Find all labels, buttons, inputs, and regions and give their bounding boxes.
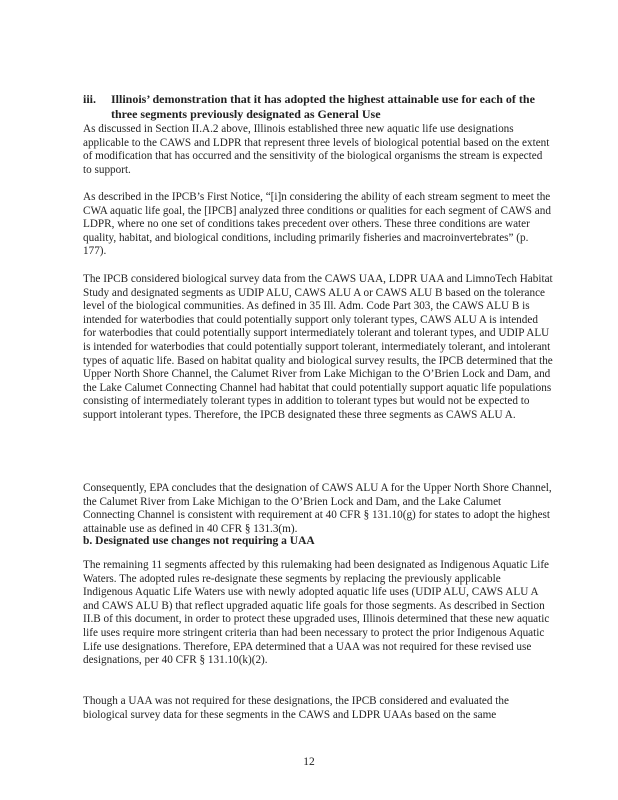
paragraph-6: Though a UAA was not required for these designations, the IPCB considered and evaluated the biological survey data for these segments in the CAWS and LDPR UAAs based on the same <box>83 695 509 721</box>
paragraph-2: As described in the IPCB’s First Notice, “[i]n considering the ability of each stream segment to meet the CWA aquatic life goal, the [IPCB] analyzed three conditions or qualities for each segment of CAWS and LDPR, where no one set of conditions takes precedent over others. These three conditions are water quality, habitat, and biological conditions, including primarily fisheries and macroinvertebrates” (p. 177). <box>83 191 551 258</box>
paragraph-3: The IPCB considered biological survey data from the CAWS UAA, LDPR UAA and LimnoTech Habitat Study and designated segments as UDIP ALU, CAWS ALU A or CAWS ALU B based on the tolerance level of the biological communities. As defined in 35 Ill. Adm. Code Part 303, the CAWS ALU B is intended for waterbodies that could potentially support only tolerant types, CAWS ALU A is intended for waterbodies that could potentially support intermediately tolerant and tolerant types, and UDIP ALU is intended for waterbodies that could potentially support tolerant, intermediately tolerant, and intolerant types of aquatic life. Based on habitat quality and biological survey results, the IPCB determined that the Upper North Shore Channel, the Calumet River from Lake Michigan to the O’Brien Lock and Dam, and the Lake Calumet Connecting Channel had habitat that could potentially support aquatic life populations consisting of intermediately tolerant types in addition to tolerant types but would not be expected to support intolerant types. Therefore, the IPCB designated these three segments as CAWS ALU A. <box>83 273 553 421</box>
paragraph-4: Consequently, EPA concludes that the designation of CAWS ALU A for the Upper North Shore Channel, the Calumet River from Lake Michigan to the O’Brien Lock and Dam, and the Lake Calumet Connecting Channel is consistent with requirement at 40 CFR § 131.10(g) for states to adopt the highest attainable use as defined in 40 CFR § 131.3(m). <box>83 482 552 535</box>
page-number: 12 <box>303 756 315 768</box>
section-number: iii. <box>83 92 97 106</box>
paragraph-1: As discussed in Section II.A.2 above, Illinois established three new aquatic life use designations applicable to the CAWS and LDPR that represent three levels of biological potential based on the extent of modification that has occurred and the sensitivity of the biological organisms the stream is expected to support. <box>83 123 550 176</box>
paragraph-5: The remaining 11 segments affected by this rulemaking had been designated as Indigenous Aquatic Life Waters. The adopted rules re-designate these segments by replacing the previously applicable Indigenous Aquatic Life Waters use with newly adopted aquatic life uses (UDIP ALU, CAWS ALU A and CAWS ALU B) that reflect upgraded aquatic life goals for those segments. As described in Section II.B of this document, in order to protect these upgraded uses, Illinois determined that these new aquatic life uses require more stringent criteria than had been necessary to protect the prior Indigenous Aquatic Life use designations. Therefore, EPA determined that a UAA was not required for these revised use designations, per 40 CFR § 131.10(k)(2). <box>83 559 550 667</box>
subsection-heading: b. Designated use changes not requiring a UAA <box>83 535 315 547</box>
section-title: Illinois’ demonstration that it has adopted the highest attainable use for each of the three segments previously designated as General Use <box>111 92 535 121</box>
